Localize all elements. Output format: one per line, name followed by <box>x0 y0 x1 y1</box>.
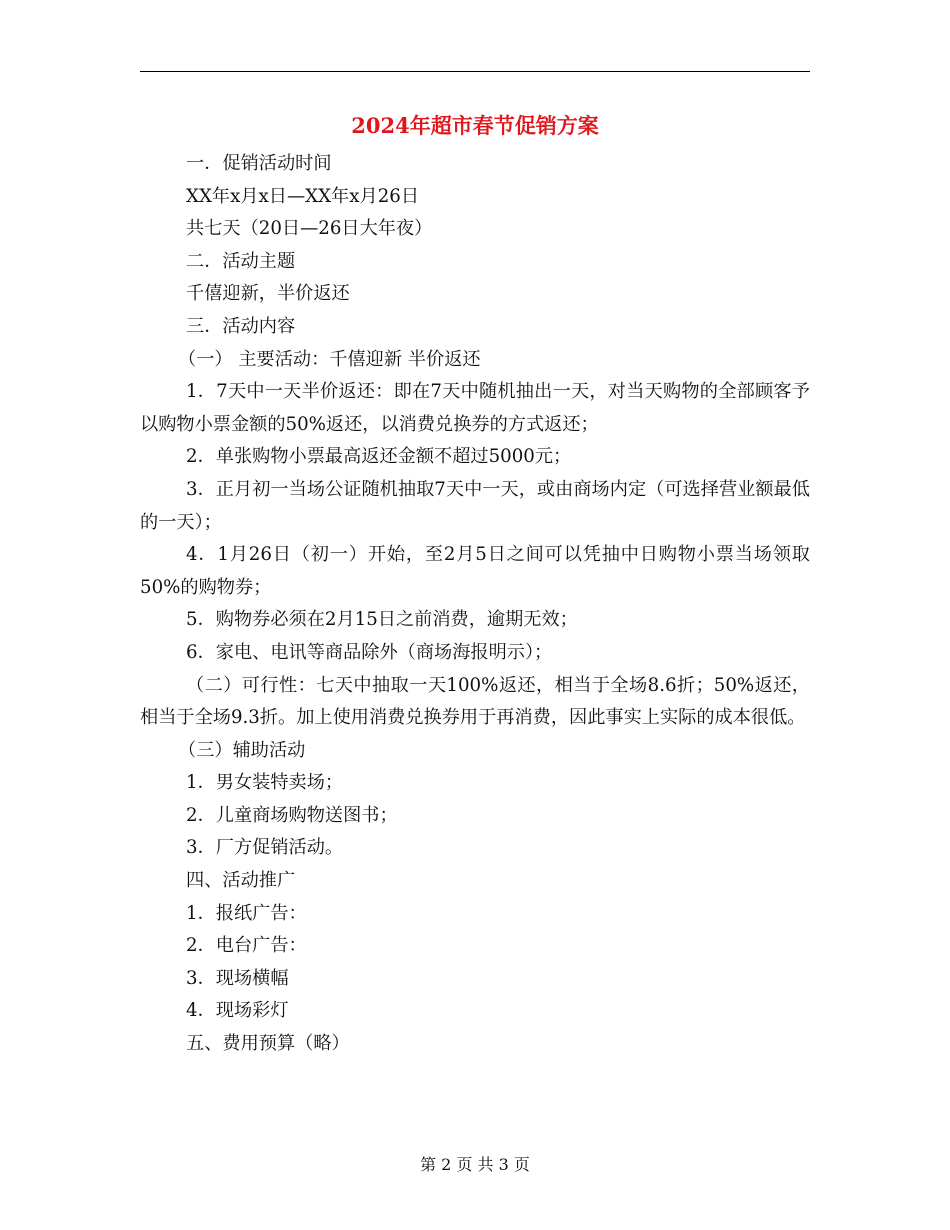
paragraph: 一．促销活动时间 <box>186 153 332 174</box>
document-title: 2024年超市春节促销方案 <box>351 113 599 138</box>
paragraph: 三．活动内容 <box>186 315 296 337</box>
paragraph: 1．7天中一天半价返还：即在7天中随机抽出一天，对当天购物的全部顾客予以购物小票金额的50%返还，以消费兑换券的方式返还； <box>140 381 810 435</box>
paragraph: 3．现场横幅 <box>186 967 289 989</box>
paragraph: （一） 主要活动：千僖迎新 半价返还 <box>178 348 481 370</box>
paragraph: 千僖迎新，半价返还 <box>186 283 350 305</box>
paragraph: XX年x月x日—XX年x月26日 <box>186 185 420 207</box>
paragraph: 6．家电、电讯等商品除外（商场海报明示）； <box>186 641 553 663</box>
paragraph: 5．购物券必须在2月15日之前消费，逾期无效； <box>186 609 578 631</box>
paragraph: 1．男女装特卖场； <box>186 772 344 794</box>
paragraph: 四、活动推广 <box>186 870 296 892</box>
paragraph: 二．活动主题 <box>186 250 296 272</box>
paragraph: 2．电台广告： <box>186 935 307 957</box>
paragraph: 2．儿童商场购物送图书； <box>186 804 398 826</box>
page-footer: 第 2 页 共 3 页 <box>420 1155 530 1174</box>
header-rule <box>140 71 810 72</box>
paragraph: 4．现场彩灯 <box>186 1000 289 1022</box>
paragraph: （三）辅助活动 <box>178 739 306 761</box>
paragraph: 3．正月初一当场公证随机抽取7天中一天，或由商场内定（可选择营业额最低的一天）； <box>140 478 810 533</box>
document-body <box>140 148 810 1061</box>
paragraph: 2．单张购物小票最高返还金额不超过5000元； <box>186 446 572 468</box>
paragraph: 4．1月26日（初一）开始，至2月5日之间可以凭抽中日购物小票当场领取50%的购物券； <box>140 544 810 598</box>
paragraph: （二）可行性：七天中抽取一天100%返还，相当于全场8.6折；50%返还，相当于全场9.3折。加上使用消费兑换券用于再消费，因此事实上实际的成本很低。 <box>140 674 810 729</box>
paragraph: 五、费用预算（略） <box>186 1033 350 1055</box>
paragraph: 共七天（20日—26日大年夜） <box>186 218 433 240</box>
paragraph: 1．报纸广告： <box>186 902 307 924</box>
paragraph: 3．厂方促销活动。 <box>186 837 344 859</box>
